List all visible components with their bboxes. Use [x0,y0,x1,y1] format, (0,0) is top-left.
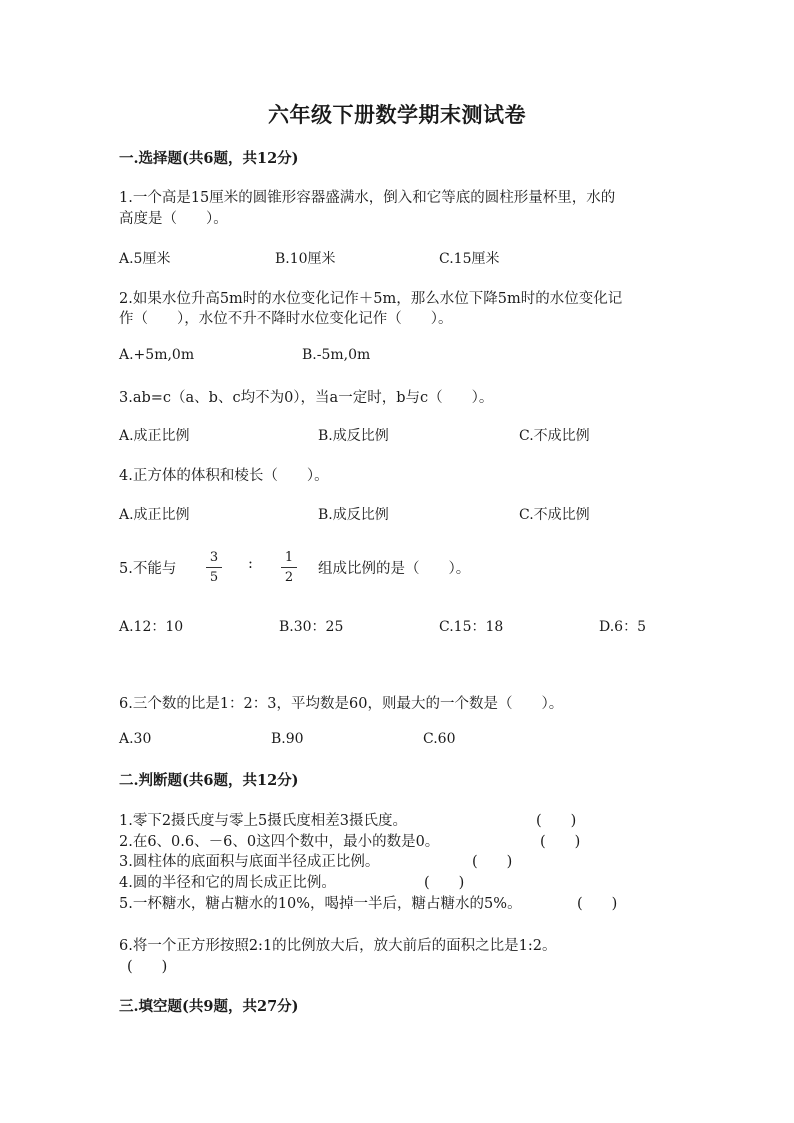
question-4: 4.正方体的体积和棱长（ ）。 [119,468,329,484]
q5-option-d: D.6：5 [599,619,646,635]
judge-item-5-blank[interactable]: ( ) [577,896,618,912]
fraction-denominator: 5 [209,570,219,585]
question-1-line-2: 高度是（ ）。 [119,211,228,227]
q1-option-a: A.5厘米 [119,251,171,267]
question-6: 6.三个数的比是1：2：3，平均数是60，则最大的一个数是（ ）。 [119,696,564,712]
page-title: 六年级下册数学期末测试卷 [268,102,526,127]
ratio-colon: : [248,556,253,572]
q4-option-b: B.成反比例 [318,507,389,523]
question-2-line-1: 2.如果水位升高5m时的水位变化记作＋5m，那么水位下降5m时的水位变化记 [119,291,623,307]
fraction-three-fifths [204,550,224,585]
q1-option-c: C.15厘米 [439,251,500,267]
fraction-numerator: 3 [209,550,219,565]
question-1-line-1: 1.一个高是15厘米的圆锥形容器盛满水，倒入和它等底的圆柱形量杯里，水的 [119,190,616,206]
section-heading-fill: 三.填空题(共9题，共27分) [119,998,299,1015]
judge-item-4: 4.圆的半径和它的周长成正比例。 [119,875,336,891]
question-2-line-2: 作（ ），水位不升不降时水位变化记作（ ）。 [119,311,453,327]
q4-option-a: A.成正比例 [119,507,190,523]
q5-option-c: C.15：18 [439,619,504,635]
fraction-bar [206,567,222,568]
judge-item-2: 2.在6、0.6、－6、0这四个数中，最小的数是0。 [119,834,440,850]
q3-option-b: B.成反比例 [318,428,389,444]
judge-item-1-blank[interactable]: ( ) [536,813,577,829]
q1-option-b: B.10厘米 [275,251,336,267]
judge-item-1: 1.零下2摄氏度与零上5摄氏度相差3摄氏度。 [119,813,408,829]
judge-item-3-blank[interactable]: ( ) [472,854,513,870]
judge-item-4-blank[interactable]: ( ) [424,875,465,891]
q6-option-b: B.90 [271,731,304,747]
q6-option-c: C.60 [423,731,456,747]
q6-option-a: A.30 [119,731,152,747]
judge-item-5: 5.一杯糖水，糖占糖水的10%，喝掉一半后，糖占糖水的5%。 [119,896,522,912]
judge-item-3: 3.圆柱体的底面积与底面半径成正比例。 [119,854,380,870]
judge-item-6-blank[interactable]: ( ) [127,959,168,975]
q2-option-b: B.-5m,0m [302,347,371,363]
q2-option-a: A.+5m,0m [119,347,195,363]
q3-option-a: A.成正比例 [119,428,190,444]
q3-option-c: C.不成比例 [519,428,590,444]
fraction-one-half [279,550,299,585]
fraction-numerator: 1 [284,550,294,565]
section-heading-judge: 二.判断题(共6题，共12分) [119,772,299,789]
judge-item-6: 6.将一个正方形按照2:1的比例放大后，放大前后的面积之比是1:2。 [119,938,557,954]
question-5-suffix: 组成比例的是（ ）。 [318,561,471,577]
question-3: 3.ab=c（a、b、c均不为0），当a一定时，b与c（ ）。 [119,390,494,406]
q5-option-a: A.12：10 [119,619,184,635]
section-heading-choice: 一.选择题(共6题，共12分) [119,150,299,167]
q5-option-b: B.30：25 [279,619,344,635]
question-5-prefix: 5.不能与 [119,561,177,577]
fraction-denominator: 2 [284,570,294,585]
fraction-bar [281,567,297,568]
q4-option-c: C.不成比例 [519,507,590,523]
judge-item-2-blank[interactable]: ( ) [540,834,581,850]
